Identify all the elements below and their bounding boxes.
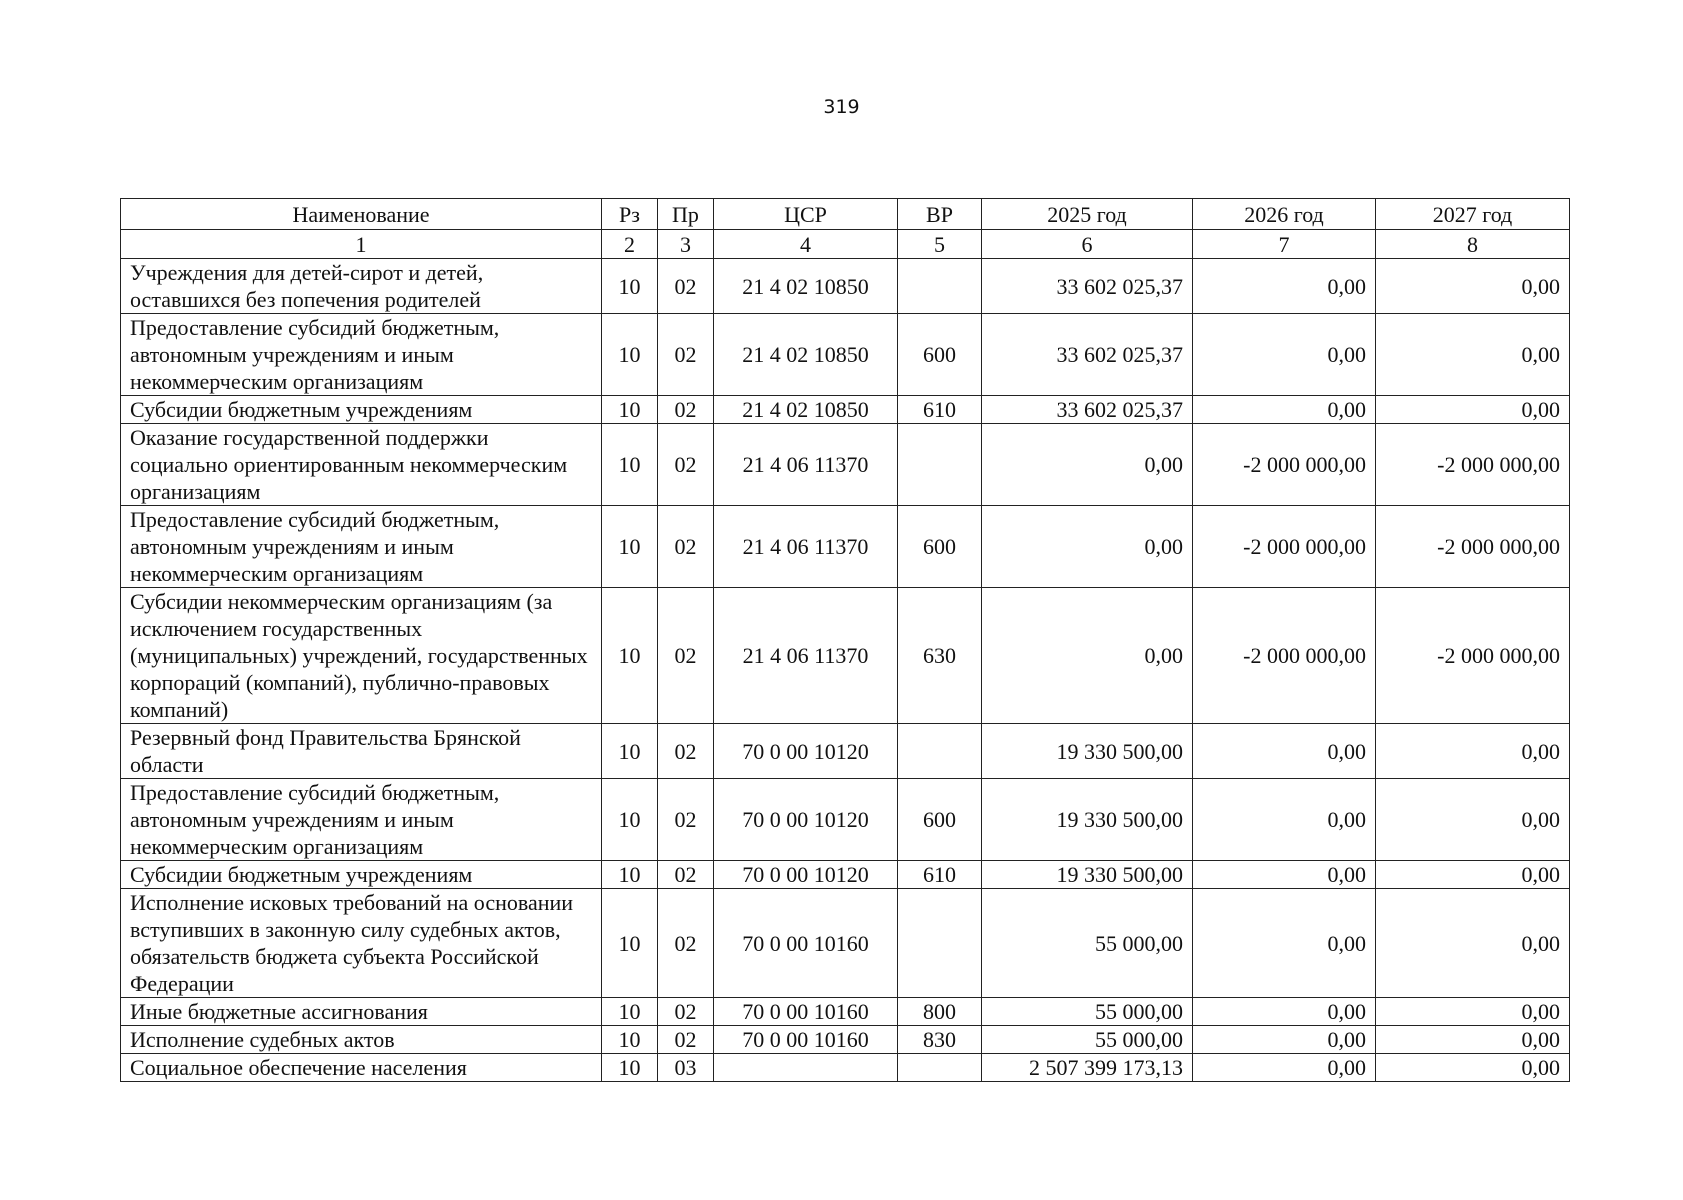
cell-name: Субсидии бюджетным учреждениям — [121, 861, 602, 889]
cell-vr — [898, 424, 982, 506]
cell-2025: 19 330 500,00 — [982, 861, 1193, 889]
budget-table — [120, 198, 1570, 1082]
cell-name: Предоставление субсидий бюджетным, автономным учреждениям и иным некоммерческим организациям — [121, 314, 602, 396]
column-number: 6 — [982, 230, 1193, 259]
cell-pr: 02 — [658, 998, 714, 1026]
header-row — [121, 199, 1570, 230]
column-number: 2 — [602, 230, 658, 259]
table-row — [121, 779, 1570, 861]
column-number: 1 — [121, 230, 602, 259]
cell-2026: 0,00 — [1193, 861, 1376, 889]
cell-vr: 600 — [898, 314, 982, 396]
table-row — [121, 259, 1570, 314]
cell-vr — [898, 1054, 982, 1082]
cell-rz: 10 — [602, 861, 658, 889]
cell-name: Учреждения для детей-сирот и детей, оставшихся без попечения родителей — [121, 259, 602, 314]
cell-rz: 10 — [602, 314, 658, 396]
cell-2027: 0,00 — [1376, 259, 1570, 314]
column-number: 4 — [714, 230, 898, 259]
cell-rz: 10 — [602, 779, 658, 861]
cell-2027: 0,00 — [1376, 1054, 1570, 1082]
header-name: Наименование — [121, 199, 602, 230]
cell-pr: 02 — [658, 396, 714, 424]
cell-name: Социальное обеспечение населения — [121, 1054, 602, 1082]
cell-rz: 10 — [602, 424, 658, 506]
cell-pr: 02 — [658, 506, 714, 588]
cell-csr: 70 0 00 10160 — [714, 998, 898, 1026]
table-row — [121, 998, 1570, 1026]
header-vr: ВР — [898, 199, 982, 230]
table-row — [121, 314, 1570, 396]
header-2027: 2027 год — [1376, 199, 1570, 230]
cell-2026: 0,00 — [1193, 396, 1376, 424]
cell-2026: 0,00 — [1193, 889, 1376, 998]
cell-2027: 0,00 — [1376, 779, 1570, 861]
cell-2027: -2 000 000,00 — [1376, 506, 1570, 588]
cell-vr — [898, 724, 982, 779]
cell-rz: 10 — [602, 588, 658, 724]
cell-2026: -2 000 000,00 — [1193, 506, 1376, 588]
header-rz: Рз — [602, 199, 658, 230]
cell-2025: 19 330 500,00 — [982, 779, 1193, 861]
table-row — [121, 861, 1570, 889]
header-2026: 2026 год — [1193, 199, 1376, 230]
table-row — [121, 506, 1570, 588]
cell-vr — [898, 259, 982, 314]
column-number: 5 — [898, 230, 982, 259]
cell-2027: -2 000 000,00 — [1376, 588, 1570, 724]
cell-2026: 0,00 — [1193, 779, 1376, 861]
table-row — [121, 424, 1570, 506]
cell-rz: 10 — [602, 1026, 658, 1054]
table-row — [121, 889, 1570, 998]
cell-pr: 02 — [658, 424, 714, 506]
cell-2027: 0,00 — [1376, 724, 1570, 779]
cell-2027: -2 000 000,00 — [1376, 424, 1570, 506]
cell-2025: 19 330 500,00 — [982, 724, 1193, 779]
cell-2025: 0,00 — [982, 588, 1193, 724]
cell-pr: 02 — [658, 588, 714, 724]
cell-vr: 600 — [898, 779, 982, 861]
cell-2027: 0,00 — [1376, 998, 1570, 1026]
header-pr: Пр — [658, 199, 714, 230]
cell-csr: 21 4 06 11370 — [714, 424, 898, 506]
cell-vr: 610 — [898, 861, 982, 889]
cell-csr: 21 4 02 10850 — [714, 396, 898, 424]
cell-name: Резервный фонд Правительства Брянской области — [121, 724, 602, 779]
cell-pr: 02 — [658, 861, 714, 889]
table-row — [121, 396, 1570, 424]
column-number: 8 — [1376, 230, 1570, 259]
cell-pr: 02 — [658, 889, 714, 998]
column-number-row — [121, 230, 1570, 259]
cell-pr: 02 — [658, 1026, 714, 1054]
cell-2025: 55 000,00 — [982, 998, 1193, 1026]
cell-pr: 02 — [658, 724, 714, 779]
cell-name: Исполнение судебных актов — [121, 1026, 602, 1054]
cell-2027: 0,00 — [1376, 861, 1570, 889]
cell-2027: 0,00 — [1376, 889, 1570, 998]
cell-vr: 600 — [898, 506, 982, 588]
cell-name: Предоставление субсидий бюджетным, автономным учреждениям и иным некоммерческим организациям — [121, 506, 602, 588]
cell-csr: 21 4 06 11370 — [714, 588, 898, 724]
cell-vr: 830 — [898, 1026, 982, 1054]
cell-name: Исполнение исковых требований на основании вступивших в законную силу судебных актов, обязательств бюджета субъекта Российской Федерации — [121, 889, 602, 998]
table-row — [121, 588, 1570, 724]
column-number: 7 — [1193, 230, 1376, 259]
cell-2026: -2 000 000,00 — [1193, 588, 1376, 724]
cell-rz: 10 — [602, 724, 658, 779]
header-csr: ЦСР — [714, 199, 898, 230]
cell-2025: 0,00 — [982, 424, 1193, 506]
cell-2026: 0,00 — [1193, 314, 1376, 396]
cell-csr: 70 0 00 10120 — [714, 779, 898, 861]
cell-rz: 10 — [602, 396, 658, 424]
cell-csr: 70 0 00 10160 — [714, 889, 898, 998]
cell-pr: 02 — [658, 779, 714, 861]
cell-2026: -2 000 000,00 — [1193, 424, 1376, 506]
cell-2025: 33 602 025,37 — [982, 396, 1193, 424]
cell-vr: 610 — [898, 396, 982, 424]
cell-rz: 10 — [602, 998, 658, 1026]
cell-vr — [898, 889, 982, 998]
cell-2026: 0,00 — [1193, 259, 1376, 314]
cell-name: Субсидии бюджетным учреждениям — [121, 396, 602, 424]
cell-name: Предоставление субсидий бюджетным, автономным учреждениям и иным некоммерческим организациям — [121, 779, 602, 861]
cell-2026: 0,00 — [1193, 998, 1376, 1026]
cell-2026: 0,00 — [1193, 724, 1376, 779]
cell-rz: 10 — [602, 506, 658, 588]
cell-2025: 33 602 025,37 — [982, 314, 1193, 396]
cell-csr: 21 4 02 10850 — [714, 259, 898, 314]
table-row — [121, 1054, 1570, 1082]
cell-2026: 0,00 — [1193, 1026, 1376, 1054]
cell-rz: 10 — [602, 259, 658, 314]
cell-csr: 21 4 06 11370 — [714, 506, 898, 588]
cell-2027: 0,00 — [1376, 1026, 1570, 1054]
cell-2025: 55 000,00 — [982, 1026, 1193, 1054]
cell-vr: 630 — [898, 588, 982, 724]
cell-csr: 70 0 00 10120 — [714, 724, 898, 779]
cell-2025: 2 507 399 173,13 — [982, 1054, 1193, 1082]
cell-csr: 21 4 02 10850 — [714, 314, 898, 396]
table-row — [121, 1026, 1570, 1054]
cell-name: Оказание государственной поддержки социально ориентированным некоммерческим организациям — [121, 424, 602, 506]
cell-rz: 10 — [602, 889, 658, 998]
cell-csr: 70 0 00 10160 — [714, 1026, 898, 1054]
table-row — [121, 724, 1570, 779]
cell-2027: 0,00 — [1376, 314, 1570, 396]
cell-2025: 33 602 025,37 — [982, 259, 1193, 314]
header-2025: 2025 год — [982, 199, 1193, 230]
cell-rz: 10 — [602, 1054, 658, 1082]
cell-name: Иные бюджетные ассигнования — [121, 998, 602, 1026]
cell-2025: 0,00 — [982, 506, 1193, 588]
column-number: 3 — [658, 230, 714, 259]
cell-2025: 55 000,00 — [982, 889, 1193, 998]
cell-pr: 02 — [658, 259, 714, 314]
cell-vr: 800 — [898, 998, 982, 1026]
cell-pr: 02 — [658, 314, 714, 396]
cell-pr: 03 — [658, 1054, 714, 1082]
cell-2027: 0,00 — [1376, 396, 1570, 424]
cell-csr — [714, 1054, 898, 1082]
cell-name: Субсидии некоммерческим организациям (за исключением государственных (муниципальных) учреждений, государственных корпораций (компаний), публично-правовых компаний) — [121, 588, 602, 724]
cell-2026: 0,00 — [1193, 1054, 1376, 1082]
page-number: 319 — [823, 96, 860, 118]
cell-csr: 70 0 00 10120 — [714, 861, 898, 889]
